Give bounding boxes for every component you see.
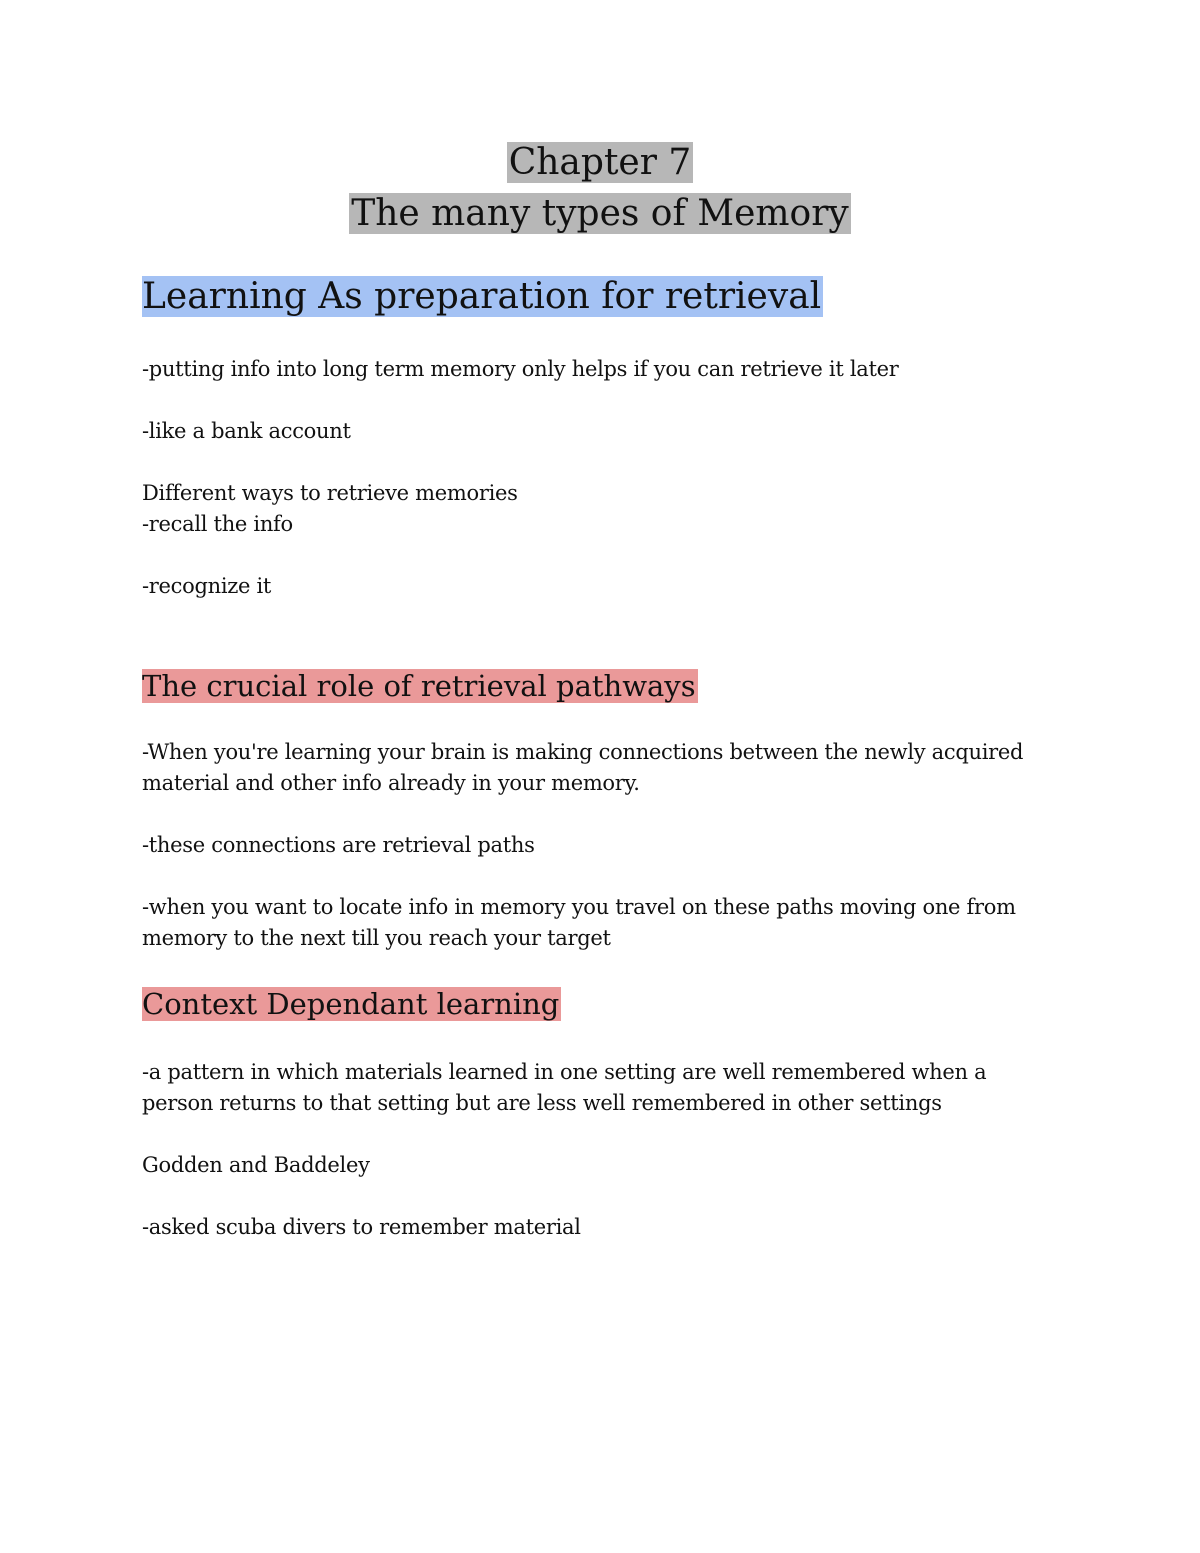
paragraph: -When you're learning your brain is making connections between the newly acquired xyxy=(142,740,1024,764)
section-heading-context-dependant xyxy=(142,985,561,1023)
paragraph: material and other info already in your memory. xyxy=(142,771,640,795)
chapter-title-text: Chapter 7 xyxy=(508,142,692,183)
chapter-title xyxy=(0,140,1200,186)
paragraph: -recall the info xyxy=(142,512,293,536)
section-heading-retrieval-pathways-text: The crucial role of retrieval pathways xyxy=(142,669,696,703)
paragraph: -recognize it xyxy=(142,574,272,598)
paragraph: Different ways to retrieve memories xyxy=(142,481,518,505)
paragraph: -asked scuba divers to remember material xyxy=(142,1215,581,1239)
paragraph: -these connections are retrieval paths xyxy=(142,833,535,857)
section-heading-retrieval-pathways xyxy=(142,667,698,705)
paragraph: -putting info into long term memory only helps if you can retrieve it later xyxy=(142,357,899,381)
section-heading-context-dependant-text: Context Dependant learning xyxy=(142,987,560,1021)
paragraph: memory to the next till you reach your target xyxy=(142,926,611,950)
chapter-subtitle-text: The many types of Memory xyxy=(351,193,849,234)
chapter-subtitle xyxy=(0,191,1200,237)
section-heading-learning-text: Learning As preparation for retrieval xyxy=(142,276,822,317)
paragraph: -when you want to locate info in memory you travel on these paths moving one from xyxy=(142,895,1016,919)
paragraph: -a pattern in which materials learned in one setting are well remembered when a xyxy=(142,1060,987,1084)
paragraph: Godden and Baddeley xyxy=(142,1153,370,1177)
paragraph: -like a bank account xyxy=(142,419,351,443)
section-heading-learning xyxy=(142,274,823,320)
paragraph: person returns to that setting but are less well remembered in other settings xyxy=(142,1091,942,1115)
